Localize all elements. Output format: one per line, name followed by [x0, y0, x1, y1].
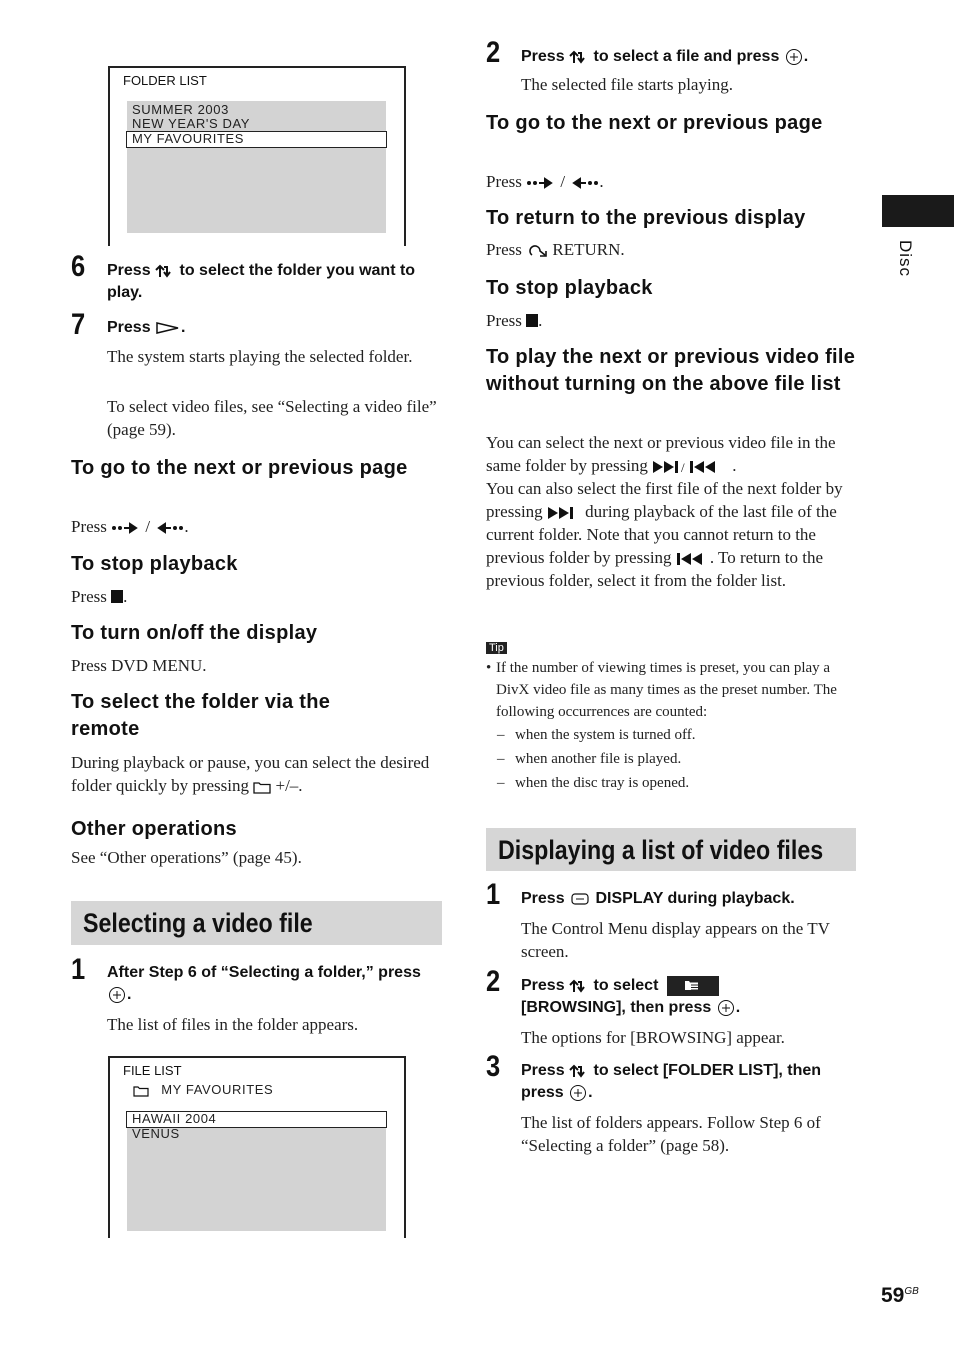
text: You can select the next or previous video file in the same folder by pressing [486, 433, 836, 475]
heading-other-operations: Other operations [71, 818, 237, 840]
press-stop [71, 585, 127, 608]
enter-button-icon [107, 986, 127, 1004]
press-stop [486, 309, 542, 332]
page-number-suffix: GB [904, 1286, 919, 1297]
step7-body1: The system starts playing the selected folder. [107, 347, 413, 366]
text: to select the folder you want to play. [107, 262, 416, 301]
step1-instruction [107, 962, 437, 1006]
tip-list [497, 723, 857, 795]
list-item: HAWAII 2004 [132, 1111, 217, 1126]
text: . [732, 456, 737, 475]
step7-body2: To select video files, see “Selecting a video file” (page 59). [107, 397, 437, 439]
up-down-arrow-icon [569, 979, 589, 993]
page-number-value: 59 [881, 1284, 905, 1307]
s2-instruction [521, 975, 861, 1019]
up-down-arrow-icon [569, 50, 589, 64]
step-number: 1 [71, 953, 86, 986]
page-number [881, 1284, 919, 1308]
list-item: MY FAVOURITES [132, 131, 245, 146]
text: . To return to the previous folder, select it from the folder list. [486, 548, 824, 590]
tip-badge: Tip [486, 642, 507, 654]
text: Press [521, 48, 570, 65]
return-icon [526, 243, 548, 259]
text: . [127, 986, 132, 1003]
step-number: 7 [71, 308, 86, 341]
text: During playback or pause, you can select the desired folder quickly by pressing [71, 753, 430, 795]
text: Press [486, 311, 527, 330]
heading-turn-display: To turn on/off the display [71, 622, 318, 644]
s1-body: The Control Menu display appears on the TV screen. [521, 919, 830, 961]
svg-text:/: / [681, 460, 685, 475]
current-folder-name: MY FAVOURITES [161, 1082, 274, 1097]
side-tab-label: Disc [896, 240, 915, 278]
text: Press [486, 172, 527, 191]
next-previous-skip-icon [652, 460, 732, 474]
step7-instruction [107, 317, 447, 339]
text: . [588, 1084, 593, 1101]
section-banner-displaying-list [486, 828, 856, 871]
heading-select-folder-remote: To select the folder via the remote [71, 691, 331, 740]
enter-button-icon [716, 999, 736, 1017]
text: Press [486, 240, 527, 259]
text: to select a file and press [589, 48, 784, 65]
play-next-paragraph [486, 431, 856, 592]
step6-instruction [107, 260, 447, 304]
previous-page-icon [154, 522, 184, 534]
text: Press [71, 587, 112, 606]
folder-list-area [127, 101, 386, 233]
previous-skip-icon [676, 552, 710, 566]
s3-instruction [521, 1060, 861, 1104]
text: Press [521, 1062, 570, 1079]
other-operations-text: See “Other operations” (page 45). [71, 848, 302, 867]
text: . [123, 587, 128, 606]
list-item-text: when the system is turned off. [515, 727, 696, 743]
section-banner-selecting-video-file [71, 901, 442, 945]
enter-button-icon [568, 1084, 588, 1102]
heading-play-next-previous: To play the next or previous video file without turning on the above file list [486, 346, 856, 395]
list-item [497, 723, 857, 747]
text: Press [107, 319, 156, 336]
text: [BROWSING], then press [521, 999, 716, 1016]
list-item: VENUS [132, 1126, 180, 1141]
step-number: 6 [71, 250, 86, 283]
heading-stop-playback: To stop playback [71, 553, 238, 575]
stop-icon [526, 314, 538, 327]
enter-button-icon [784, 48, 804, 66]
heading-stop-playback: To stop playback [486, 277, 653, 299]
s3-body: The list of folders appears. Follow Step 6 of “Selecting a folder” (page 58). [521, 1113, 821, 1155]
file-list-title: FILE LIST [123, 1063, 182, 1078]
step2-instruction [521, 46, 866, 68]
list-item: NEW YEAR'S DAY [132, 116, 251, 131]
press-next-previous: Press / . [71, 517, 189, 536]
text: Press [521, 977, 570, 994]
text: during playback of the last file of the current folder. Note that you cannot return to the previous folder by pressing [486, 502, 837, 567]
step1-body: The list of files in the folder appears. [107, 1015, 359, 1034]
list-item [497, 747, 857, 771]
text: . [735, 999, 741, 1016]
folder-list-screen [108, 66, 406, 246]
step-number: 2 [486, 36, 501, 69]
text: DISPLAY during playback. [591, 890, 795, 907]
s1-instruction [521, 888, 861, 910]
side-tab-marker [882, 195, 954, 227]
heading-next-previous-page: To go to the next or previous page [71, 457, 408, 479]
s2-body: The options for [BROWSING] appear. [521, 1028, 785, 1047]
folder-icon [253, 780, 271, 794]
dash: – [497, 775, 505, 791]
file-list-screen [108, 1056, 406, 1238]
folder-icon [133, 1084, 149, 1097]
next-page-icon [526, 177, 556, 189]
text: to select [FOLDER LIST], then press [521, 1062, 822, 1101]
folder-list-title: FOLDER LIST [123, 73, 207, 88]
browsing-icon [667, 976, 719, 996]
selected-list-item [126, 131, 387, 148]
text: . [181, 319, 186, 336]
press-next-previous: Press / . [486, 172, 604, 191]
step-number: 1 [486, 878, 501, 911]
next-page-icon [111, 522, 141, 534]
slash: / [556, 172, 570, 191]
press-return [486, 238, 625, 261]
text: You can also select the first file of the next folder by pressing [486, 479, 843, 521]
display-button-icon [569, 892, 591, 906]
text: . [803, 48, 809, 65]
banner-title: Selecting a video file [83, 908, 313, 938]
up-down-arrow-icon [569, 1064, 589, 1078]
heading-return-previous-display: To return to the previous display [486, 207, 806, 229]
stop-icon [111, 590, 123, 603]
step-number: 3 [486, 1050, 501, 1083]
slash: / [141, 517, 155, 536]
dash: – [497, 727, 505, 743]
file-list-area [127, 1111, 386, 1231]
banner-title: Displaying a list of video files [498, 835, 824, 865]
press-dvd-menu: Press DVD MENU. [71, 656, 207, 675]
text: Press [107, 262, 156, 279]
up-down-arrow-icon [155, 264, 175, 278]
bullet-icon: • [486, 660, 492, 676]
list-item-text: when the disc tray is opened. [515, 775, 690, 791]
text: to select [589, 977, 663, 994]
text: RETURN. [548, 240, 625, 259]
step-number: 2 [486, 965, 501, 998]
step2-body: The selected file starts playing. [521, 75, 733, 94]
heading-next-previous-page: To go to the next or previous page [486, 112, 823, 134]
text: Press [71, 517, 112, 536]
dash: – [497, 751, 505, 767]
list-item: SUMMER 2003 [132, 102, 229, 117]
previous-page-icon [569, 177, 599, 189]
current-folder [133, 1082, 273, 1097]
tip-text: If the number of viewing times is preset, you can play a DivX video file as many times as the preset number. The following occurrences are counted: [496, 660, 837, 720]
next-skip-icon [547, 506, 581, 520]
remote-text [71, 751, 431, 797]
text: +/–. [271, 776, 303, 795]
text: Press [521, 890, 570, 907]
play-icon [155, 321, 181, 335]
text: . [538, 311, 543, 330]
tip-bullet [486, 657, 858, 723]
list-item-text: when another file is played. [515, 751, 682, 767]
list-item [497, 771, 857, 795]
text: After Step 6 of “Selecting a folder,” press [107, 964, 421, 981]
